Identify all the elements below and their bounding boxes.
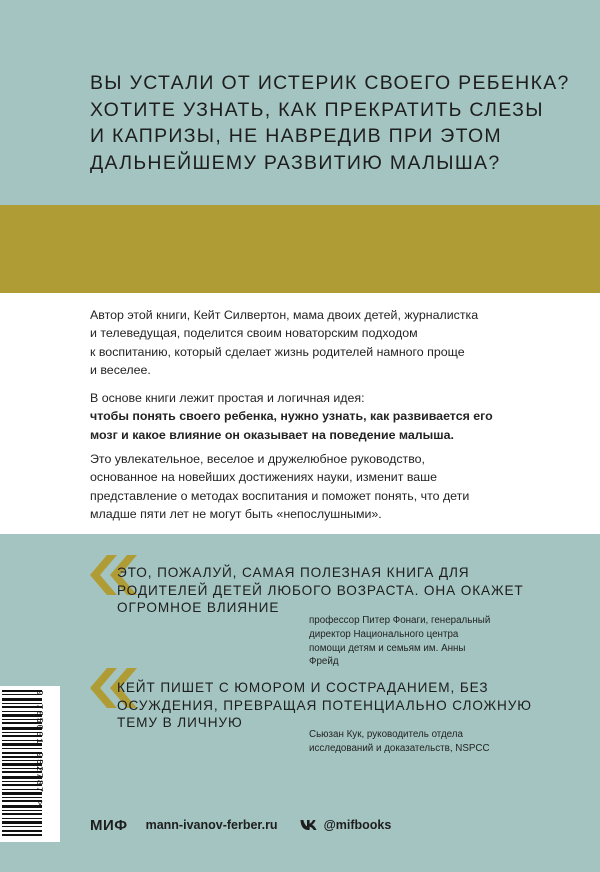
vk-icon[interactable]	[300, 819, 317, 831]
quote-attribution	[309, 614, 519, 669]
paragraph-bold-line: чтобы понять своего ребенка, нужно узнать, как развивается его	[90, 409, 493, 424]
quote-line: ЭТО, ПОЖАЛУЙ, САМАЯ ПОЛЕЗНАЯ КНИГА ДЛЯ	[117, 565, 470, 580]
headline-line: ХОТИТЕ УЗНАТЬ, КАК ПРЕКРАТИТЬ СЛЕЗЫ	[90, 98, 544, 121]
quote-line: ОГРОМНОЕ ВЛИЯНИЕ	[117, 600, 280, 615]
attribution-line: директор Национального центра	[309, 628, 459, 640]
headline-line: ВЫ УСТАЛИ ОТ ИСТЕРИК СВОЕГО РЕБЕНКА?	[90, 72, 570, 94]
barcode-digits: 9 785001 952787 >	[34, 690, 44, 808]
quote-attribution	[309, 728, 519, 756]
paragraph-line: и телеведущая, поделится своим новаторским подходом	[90, 326, 418, 341]
paragraph-line: основанное на новейших достижениях науки, изменит ваше	[90, 470, 438, 485]
paragraph-author	[90, 306, 530, 379]
paragraph-idea	[90, 389, 530, 444]
social-handle[interactable]: @mifbooks	[323, 818, 392, 832]
quote-line: КЕЙТ ПИШЕТ С ЮМОРОМ И СОСТРАДАНИЕМ, БЕЗ	[117, 680, 489, 695]
attribution-line: исследований и доказательств, NSPCC	[309, 742, 490, 754]
headline-line: И КАПРИЗЫ, НЕ НАВРЕДИВ ПРИ ЭТОМ	[90, 125, 502, 147]
paragraph-line: представление о методах воспитания и поможет понять, что дети	[90, 488, 470, 503]
paragraph-bold-line: мозг и какое влияние он оказывает на поведение малыша.	[90, 427, 454, 442]
paragraph-line: младше пяти лет не могут быть «непослушными».	[90, 506, 382, 521]
headline	[90, 70, 570, 176]
description-section	[0, 293, 600, 534]
footer	[90, 813, 391, 837]
top-section	[0, 0, 600, 205]
attribution-line: профессор Питер Фонаги, генеральный	[309, 615, 491, 626]
attribution-line: Сьюзан Кук, руководитель отдела	[309, 729, 463, 740]
barcode	[0, 686, 60, 842]
paragraph-line: к воспитанию, который сделает жизнь родителей намного проще	[90, 344, 465, 359]
attribution-line: Фрейд	[309, 656, 339, 668]
paragraph-line: и веселее.	[90, 362, 151, 377]
olive-band	[0, 205, 600, 293]
quote-text	[117, 564, 537, 617]
quote-line: ТЕМУ В ЛИЧНУЮ	[117, 715, 243, 730]
quote-line: ОСУЖДЕНИЯ, ПРЕВРАЩАЯ ПОТЕНЦИАЛЬНО СЛОЖНУЮ	[117, 697, 532, 713]
paragraph-line: Автор этой книги, Кейт Силвертон, мама двоих детей, журналистка	[90, 308, 479, 322]
paragraph-guide	[90, 450, 530, 523]
paragraph-line: В основе книги лежит простая и логичная идея:	[90, 391, 365, 405]
attribution-line: помощи детям и семьям им. Анны	[309, 642, 466, 654]
headline-line: ДАЛЬНЕЙШЕМУ РАЗВИТИЮ МАЛЫША?	[90, 151, 501, 174]
quote-line: РОДИТЕЛЕЙ ДЕТЕЙ ЛЮБОГО ВОЗРАСТА. ОНА ОКАЖЕТ	[117, 582, 524, 598]
publisher-logo: МИФ	[90, 816, 128, 834]
paragraph-line: Это увлекательное, веселое и дружелюбное руководство,	[90, 452, 425, 466]
website-link[interactable]: mann-ivanov-ferber.ru	[145, 818, 278, 832]
quote-text	[117, 679, 537, 732]
